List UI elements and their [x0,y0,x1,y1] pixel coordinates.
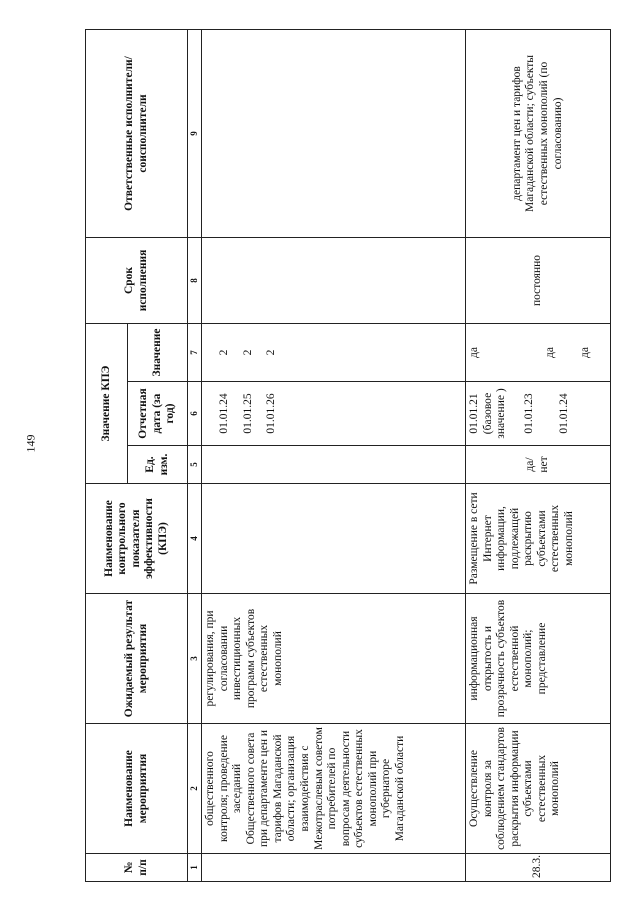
term: постоянно [466,237,611,323]
header-value: Значение [128,323,188,381]
kpe-value: да [543,347,556,358]
column-number: 8 [188,237,202,323]
row-number [202,854,466,882]
unit: да/ нет [466,446,611,484]
report-date: 01.01.21 (базовое значение ) [468,388,508,439]
row-number: 28.3. [466,854,611,882]
term [202,237,466,323]
expected-result: регулирования, при согласовании инвестиционных программ субъектов естественных монополий [202,594,466,724]
header-responsible: Ответственные исполнители/ соисполнители [86,29,188,237]
column-number: 2 [188,724,202,854]
report-dates [202,382,466,446]
responsible: департамент цен и тарифов Магаданской области; субъекты естественных монополий (по согласованию) [466,29,611,237]
responsible [202,29,466,237]
report-date: 01.01.24 [558,393,571,434]
kpe-values [202,323,466,381]
column-number: 3 [188,594,202,724]
page-number: 149 [23,434,38,453]
column-number: 4 [188,484,202,594]
header-report-date: Отчетная дата (за год) [128,382,188,446]
header-term: Срок исполнения [86,237,188,323]
kpe-value: 2 [265,349,278,356]
column-number: 5 [188,446,202,484]
activity-name: Осуществление контроля за соблюдением стандартов раскрытия информации субъектами естественных монополий [466,724,611,854]
header-result: Ожидаемый результат мероприятия [86,594,188,724]
kpe-value: да [468,347,480,358]
activity-name: общественного контроля; проведение заседаний Общественного совета при департаменте цен и тарифов Магаданской области; организация взаимодействия с Межотраслевым советом потребителей по вопросам деятельности субъектов естественных монополий при губернаторе Магаданской области [202,724,466,854]
report-dates [466,382,611,446]
rotated-table-container [85,30,610,882]
table-row [466,29,611,881]
expected-result: информационная открытость и прозрачность субъектов естественной монополий; представление [466,594,611,724]
column-number: 1 [188,854,202,882]
report-date: 01.01.25 [241,393,254,434]
header-indicator: Наименование контрольного показателя эффективности (КПЭ) [86,484,188,594]
header-kpe-value: Значение КПЭ [86,323,128,483]
activities-table [85,29,611,882]
kpe-value: да [579,347,592,358]
report-date: 01.01.26 [265,393,278,434]
header-unit: Ед. изм. [128,446,188,484]
kpe-values [466,323,611,381]
table-row [202,29,466,881]
header-no: № п/п [86,854,188,882]
rotated-sheet [85,30,610,882]
indicator-name: Размещение в сети Интернет информации, подлежащей раскрытию субъектами естественных монополий [466,484,611,594]
report-date: 01.01.23 [522,393,535,434]
column-number: 6 [188,382,202,446]
kpe-value: 2 [241,349,254,356]
header-activity: Наименование мероприятия [86,724,188,854]
indicator-name [202,484,466,594]
report-date: 01.01.24 [218,393,230,434]
column-number: 9 [188,29,202,237]
column-number: 7 [188,323,202,381]
unit [202,446,466,484]
kpe-value: 2 [218,349,230,356]
